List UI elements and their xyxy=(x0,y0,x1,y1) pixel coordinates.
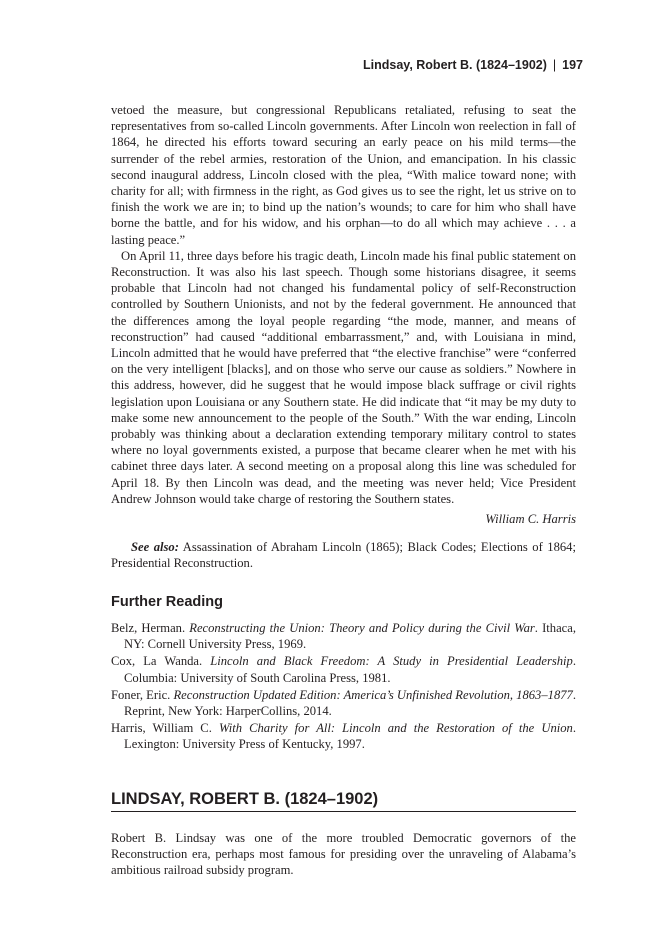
body-paragraph: vetoed the measure, but congressional Republicans retaliated, refusing to seat the representatives from so-called Lincoln governments. After Lincoln won reelection in fall of 1864, he directed his efforts toward securing an early peace on his mild terms—the surrender of the rebel armies, restoration of the Union, and emancipation. In his classic second inaugural address, Lincoln closed with the plea, “With malice toward none; with charity for all; with firmness in the right, as God gives us to see the right, let us strive on to finish the work we are in; to bind up the nation’s wounds; to care for him who shall have borne the battle, and for his widow, and his orphan—to do all which may achieve . . . a lasting peace.” xyxy=(111,103,576,247)
entry-paragraph: Robert B. Lindsay was one of the more troubled Democratic governors of the Reconstruction era, perhaps most famous for presiding over the unraveling of Alabama’s ambitious railroad subsidy program. xyxy=(111,830,576,878)
body-paragraph: On April 11, three days before his tragic death, Lincoln made his final public statement on Reconstruction. It was also his last speech. Though some historians disagree, it seems probable that Lincoln had not changed his fundamental policy of self-Reconstruction controlled by Southern Unionists, and not by the federal government. He announced that the differences among the loyal people regarding “the mode, manner, and means of reconstruction” had caused “additional embarrassment,” and, with Louisiana in mind, Lincoln admitted that he would have preferred that “the elective franchise” were “conferred on the very intelligent [blacks], and on those who serve our cause as soldiers.” Nowhere in this address, however, did he suggest that he would impose black suffrage or civil rights legislation upon Louisiana or any Southern state. He did indicate that “it may be my duty to make some new announcement to the people of the South.” With the war ending, Lincoln probably was thinking about a declaration extending temporary military control to states where no loyal governments existed, a purpose that became clearer when he met with his cabinet three days later. A second meeting on a proposal along this line was scheduled for April 18. By then Lincoln was dead, and the meeting was never held; Vice President Andrew Johnson would take charge of restoring the Southern states. xyxy=(111,248,576,506)
reference-author: Foner, Eric. xyxy=(111,687,174,702)
running-head-separator: | xyxy=(552,58,557,72)
running-head xyxy=(363,58,583,72)
reference-title: With Charity for All: Lincoln and the Restoration of the Union xyxy=(218,721,573,736)
page-number: 197 xyxy=(562,58,583,72)
reference-author: Harris, William C. xyxy=(111,721,219,736)
reference-item xyxy=(111,687,576,719)
further-reading-heading: Further Reading xyxy=(111,593,223,610)
reference-publication: . Ithaca, NY: Cornell University Press, 1969. xyxy=(124,620,576,652)
entry-heading: LINDSAY, ROBERT B. (1824–1902) xyxy=(111,791,576,812)
reference-item xyxy=(111,653,576,685)
author-signature: William C. Harris xyxy=(485,512,576,527)
reference-author: Belz, Herman. xyxy=(111,620,190,635)
running-head-title: Lindsay, Robert B. (1824–1902) xyxy=(363,58,547,72)
reference-publication: . Columbia: University of South Carolina Press, 1981. xyxy=(124,654,576,685)
page-content xyxy=(111,102,576,878)
reference-publication: . Lexington: University Press of Kentucky, 1997. xyxy=(124,721,576,752)
reference-author: Cox, La Wanda. xyxy=(111,654,211,669)
reference-title: Reconstructing the Union: Theory and Policy during the Civil War xyxy=(189,620,535,635)
reference-item xyxy=(111,620,576,652)
reference-title: Reconstruction Updated Edition: America’s Unfinished Revolution, 1863–1877 xyxy=(173,687,573,702)
see-also-label: See also: xyxy=(131,540,179,555)
see-also-text: Assassination of Abraham Lincoln (1865); Black Codes; Elections of 1864; Presidential Reconstruction. xyxy=(111,540,576,571)
reference-title: Lincoln and Black Freedom: A Study in Presidential Leadership xyxy=(210,654,573,669)
reference-publication: . Reprint, New York: HarperCollins, 2014. xyxy=(124,687,576,718)
reference-item xyxy=(111,720,576,752)
see-also xyxy=(111,539,576,571)
